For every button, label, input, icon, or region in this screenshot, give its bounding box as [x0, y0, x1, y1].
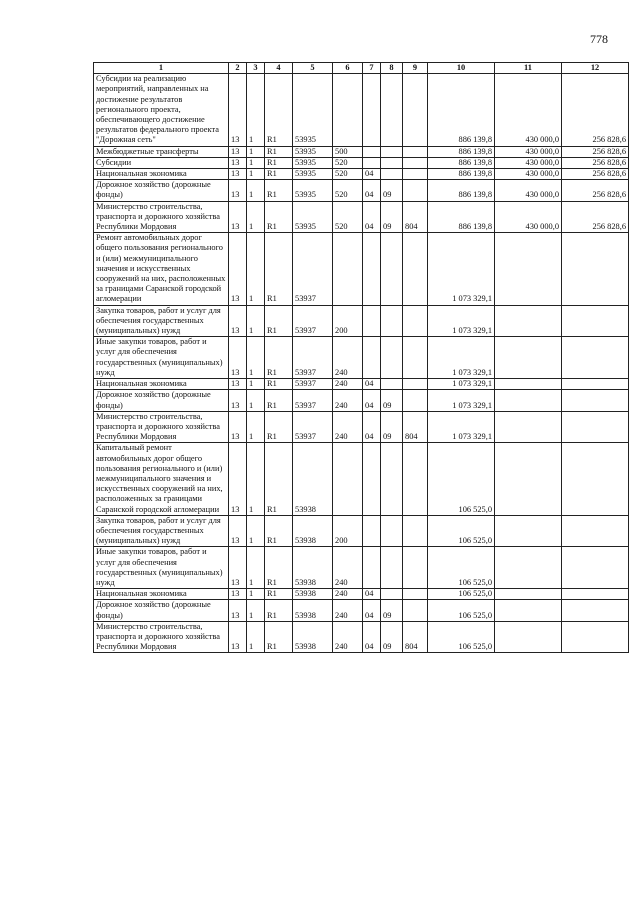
row-cell-col-4: R1 — [265, 305, 293, 337]
row-cell-col-3: 1 — [247, 390, 265, 411]
row-cell-col-4: R1 — [265, 621, 293, 653]
row-cell-col-6: 240 — [333, 379, 363, 390]
row-cell-col-11 — [495, 589, 562, 600]
row-cell-col-9 — [403, 379, 428, 390]
row-cell-col-6: 240 — [333, 547, 363, 589]
row-cell-col-9 — [403, 180, 428, 201]
row-cell-col-7: 04 — [363, 379, 381, 390]
row-cell-col-4: R1 — [265, 180, 293, 201]
row-cell-col-12 — [562, 547, 629, 589]
row-cell-col-10: 886 139,8 — [428, 169, 495, 180]
row-name-cell: Межбюджетные трансферты — [94, 146, 229, 157]
row-cell-col-11: 430 000,0 — [495, 169, 562, 180]
row-cell-col-12 — [562, 589, 629, 600]
row-cell-col-12 — [562, 305, 629, 337]
row-cell-col-12 — [562, 233, 629, 305]
table-row — [94, 379, 629, 390]
column-header-6: 6 — [333, 63, 363, 74]
row-cell-col-12 — [562, 390, 629, 411]
row-cell-col-10: 106 525,0 — [428, 589, 495, 600]
row-cell-col-11: 430 000,0 — [495, 146, 562, 157]
row-cell-col-2: 13 — [229, 233, 247, 305]
row-cell-col-9 — [403, 600, 428, 621]
row-cell-col-11: 430 000,0 — [495, 74, 562, 146]
row-cell-col-8 — [381, 233, 403, 305]
row-cell-col-9 — [403, 233, 428, 305]
row-cell-col-12 — [562, 411, 629, 443]
row-cell-col-5: 53937 — [293, 379, 333, 390]
row-cell-col-2: 13 — [229, 547, 247, 589]
row-cell-col-6: 240 — [333, 621, 363, 653]
row-name-cell: Иные закупки товаров, работ и услуг для обеспечения государственных (муниципальных) нужд — [94, 337, 229, 379]
row-cell-col-10: 886 139,8 — [428, 180, 495, 201]
row-cell-col-10: 886 139,8 — [428, 74, 495, 146]
column-header-8: 8 — [381, 63, 403, 74]
row-cell-col-5: 53937 — [293, 233, 333, 305]
row-cell-col-2: 13 — [229, 305, 247, 337]
row-cell-col-9 — [403, 390, 428, 411]
row-cell-col-3: 1 — [247, 233, 265, 305]
row-cell-col-10: 1 073 329,1 — [428, 305, 495, 337]
row-cell-col-3: 1 — [247, 515, 265, 547]
row-name-cell: Министерство строительства, транспорта и дорожного хозяйства Республики Мордовия — [94, 411, 229, 443]
row-cell-col-4: R1 — [265, 443, 293, 515]
row-cell-col-8: 09 — [381, 600, 403, 621]
row-cell-col-4: R1 — [265, 515, 293, 547]
row-cell-col-2: 13 — [229, 74, 247, 146]
table-row — [94, 589, 629, 600]
row-cell-col-5: 53937 — [293, 390, 333, 411]
row-cell-col-9 — [403, 515, 428, 547]
row-cell-col-2: 13 — [229, 379, 247, 390]
row-name-cell: Национальная экономика — [94, 589, 229, 600]
row-cell-col-7 — [363, 515, 381, 547]
row-cell-col-3: 1 — [247, 547, 265, 589]
row-cell-col-5: 53935 — [293, 201, 333, 233]
row-cell-col-7 — [363, 337, 381, 379]
row-cell-col-4: R1 — [265, 589, 293, 600]
row-cell-col-3: 1 — [247, 411, 265, 443]
row-cell-col-12: 256 828,6 — [562, 157, 629, 168]
row-cell-col-8 — [381, 379, 403, 390]
row-cell-col-5: 53935 — [293, 180, 333, 201]
row-cell-col-5: 53937 — [293, 411, 333, 443]
row-cell-col-5: 53935 — [293, 146, 333, 157]
row-cell-col-3: 1 — [247, 201, 265, 233]
row-cell-col-6: 200 — [333, 515, 363, 547]
row-cell-col-11 — [495, 515, 562, 547]
row-cell-col-2: 13 — [229, 337, 247, 379]
row-name-cell: Национальная экономика — [94, 169, 229, 180]
row-cell-col-10: 1 073 329,1 — [428, 379, 495, 390]
row-name-cell: Дорожное хозяйство (дорожные фонды) — [94, 600, 229, 621]
row-cell-col-3: 1 — [247, 443, 265, 515]
row-cell-col-10: 1 073 329,1 — [428, 337, 495, 379]
row-cell-col-12 — [562, 443, 629, 515]
row-cell-col-4: R1 — [265, 547, 293, 589]
row-cell-col-5: 53938 — [293, 621, 333, 653]
row-cell-col-6 — [333, 233, 363, 305]
table-row — [94, 411, 629, 443]
row-cell-col-12: 256 828,6 — [562, 169, 629, 180]
row-cell-col-2: 13 — [229, 169, 247, 180]
row-cell-col-5: 53938 — [293, 600, 333, 621]
row-cell-col-6: 240 — [333, 589, 363, 600]
page-number: 778 — [590, 32, 608, 46]
row-cell-col-7 — [363, 443, 381, 515]
row-cell-col-7 — [363, 547, 381, 589]
row-cell-col-2: 13 — [229, 411, 247, 443]
row-cell-col-10: 1 073 329,1 — [428, 411, 495, 443]
row-cell-col-10: 1 073 329,1 — [428, 233, 495, 305]
row-cell-col-3: 1 — [247, 169, 265, 180]
row-cell-col-5: 53938 — [293, 515, 333, 547]
row-cell-col-4: R1 — [265, 233, 293, 305]
row-cell-col-9 — [403, 547, 428, 589]
row-cell-col-8: 09 — [381, 180, 403, 201]
row-cell-col-11 — [495, 411, 562, 443]
row-cell-col-6 — [333, 443, 363, 515]
table-row — [94, 180, 629, 201]
row-cell-col-12 — [562, 337, 629, 379]
row-cell-col-8 — [381, 157, 403, 168]
row-cell-col-6: 240 — [333, 390, 363, 411]
row-cell-col-7 — [363, 157, 381, 168]
row-cell-col-5: 53937 — [293, 337, 333, 379]
row-cell-col-11 — [495, 390, 562, 411]
table-row — [94, 600, 629, 621]
row-cell-col-9: 804 — [403, 411, 428, 443]
row-cell-col-3: 1 — [247, 621, 265, 653]
row-cell-col-4: R1 — [265, 169, 293, 180]
row-cell-col-2: 13 — [229, 201, 247, 233]
column-header-12: 12 — [562, 63, 629, 74]
row-cell-col-5: 53935 — [293, 74, 333, 146]
row-cell-col-6: 240 — [333, 411, 363, 443]
row-cell-col-9 — [403, 305, 428, 337]
table-body — [94, 74, 629, 653]
row-cell-col-4: R1 — [265, 146, 293, 157]
row-cell-col-12 — [562, 600, 629, 621]
row-cell-col-7 — [363, 233, 381, 305]
row-name-cell: Ремонт автомобильных дорог общего пользования регионального и (или) межмуниципального значения и искусственных сооружений на них, расположенных за границами Саранской городской агломерации — [94, 233, 229, 305]
row-cell-col-6: 240 — [333, 337, 363, 379]
row-cell-col-12 — [562, 515, 629, 547]
row-cell-col-9 — [403, 589, 428, 600]
table-row — [94, 515, 629, 547]
row-cell-col-3: 1 — [247, 379, 265, 390]
row-name-cell: Министерство строительства, транспорта и дорожного хозяйства Республики Мордовия — [94, 201, 229, 233]
row-cell-col-7 — [363, 305, 381, 337]
column-header-10: 10 — [428, 63, 495, 74]
row-cell-col-9 — [403, 157, 428, 168]
row-cell-col-6: 200 — [333, 305, 363, 337]
row-cell-col-4: R1 — [265, 74, 293, 146]
table-row — [94, 74, 629, 146]
row-name-cell: Министерство строительства, транспорта и дорожного хозяйства Республики Мордовия — [94, 621, 229, 653]
row-cell-col-9 — [403, 146, 428, 157]
row-cell-col-3: 1 — [247, 180, 265, 201]
row-cell-col-2: 13 — [229, 589, 247, 600]
row-cell-col-4: R1 — [265, 411, 293, 443]
table-row — [94, 233, 629, 305]
row-cell-col-3: 1 — [247, 146, 265, 157]
row-cell-col-11 — [495, 379, 562, 390]
row-cell-col-11 — [495, 621, 562, 653]
row-cell-col-7: 04 — [363, 621, 381, 653]
column-header-1: 1 — [94, 63, 229, 74]
row-name-cell: Дорожное хозяйство (дорожные фонды) — [94, 390, 229, 411]
row-cell-col-11 — [495, 337, 562, 379]
column-header-5: 5 — [293, 63, 333, 74]
row-cell-col-12 — [562, 621, 629, 653]
row-cell-col-11: 430 000,0 — [495, 157, 562, 168]
row-cell-col-3: 1 — [247, 305, 265, 337]
row-cell-col-11 — [495, 547, 562, 589]
row-cell-col-8: 09 — [381, 390, 403, 411]
row-cell-col-5: 53935 — [293, 169, 333, 180]
table-row — [94, 201, 629, 233]
table-row — [94, 157, 629, 168]
row-cell-col-10: 106 525,0 — [428, 515, 495, 547]
row-cell-col-10: 106 525,0 — [428, 621, 495, 653]
row-cell-col-9: 804 — [403, 201, 428, 233]
table-row — [94, 337, 629, 379]
row-cell-col-11 — [495, 600, 562, 621]
row-cell-col-4: R1 — [265, 337, 293, 379]
row-cell-col-12: 256 828,6 — [562, 180, 629, 201]
row-cell-col-7: 04 — [363, 169, 381, 180]
row-cell-col-5: 53935 — [293, 157, 333, 168]
row-cell-col-3: 1 — [247, 74, 265, 146]
row-cell-col-7: 04 — [363, 411, 381, 443]
row-cell-col-8 — [381, 169, 403, 180]
row-cell-col-11 — [495, 443, 562, 515]
row-cell-col-7 — [363, 146, 381, 157]
row-cell-col-11 — [495, 233, 562, 305]
row-cell-col-2: 13 — [229, 390, 247, 411]
column-header-2: 2 — [229, 63, 247, 74]
column-header-7: 7 — [363, 63, 381, 74]
row-cell-col-12: 256 828,6 — [562, 146, 629, 157]
row-cell-col-8: 09 — [381, 411, 403, 443]
row-name-cell: Дорожное хозяйство (дорожные фонды) — [94, 180, 229, 201]
row-cell-col-8 — [381, 337, 403, 379]
row-name-cell: Субсидии на реализацию мероприятий, направленных на достижение результатов регионального проекта, обеспечивающего достижение результатов федерального проекта "Дорожная сеть" — [94, 74, 229, 146]
table-row — [94, 443, 629, 515]
row-cell-col-6: 520 — [333, 180, 363, 201]
row-cell-col-8 — [381, 443, 403, 515]
row-cell-col-8: 09 — [381, 621, 403, 653]
row-name-cell: Субсидии — [94, 157, 229, 168]
table-row — [94, 169, 629, 180]
row-cell-col-12: 256 828,6 — [562, 74, 629, 146]
row-cell-col-11 — [495, 305, 562, 337]
row-cell-col-11: 430 000,0 — [495, 180, 562, 201]
row-cell-col-8 — [381, 305, 403, 337]
row-cell-col-11: 430 000,0 — [495, 201, 562, 233]
column-header-9: 9 — [403, 63, 428, 74]
table-row — [94, 621, 629, 653]
row-name-cell: Капитальный ремонт автомобильных дорог общего пользования регионального и (или) межмуниципального значения и искусственных сооружений на них, расположенных за границами Саранской городской агломерации — [94, 443, 229, 515]
table-row — [94, 547, 629, 589]
row-cell-col-7 — [363, 74, 381, 146]
column-header-3: 3 — [247, 63, 265, 74]
column-header-4: 4 — [265, 63, 293, 74]
table-row — [94, 146, 629, 157]
row-name-cell: Закупка товаров, работ и услуг для обеспечения государственных (муниципальных) нужд — [94, 305, 229, 337]
row-cell-col-8: 09 — [381, 201, 403, 233]
row-name-cell: Закупка товаров, работ и услуг для обеспечения государственных (муниципальных) нужд — [94, 515, 229, 547]
row-cell-col-5: 53938 — [293, 589, 333, 600]
row-cell-col-12: 256 828,6 — [562, 201, 629, 233]
row-cell-col-9 — [403, 74, 428, 146]
row-cell-col-9 — [403, 443, 428, 515]
row-cell-col-10: 106 525,0 — [428, 600, 495, 621]
row-cell-col-2: 13 — [229, 515, 247, 547]
header-row — [94, 63, 629, 74]
row-cell-col-10: 886 139,8 — [428, 201, 495, 233]
row-cell-col-2: 13 — [229, 600, 247, 621]
row-cell-col-6: 500 — [333, 146, 363, 157]
row-cell-col-7: 04 — [363, 600, 381, 621]
row-cell-col-4: R1 — [265, 379, 293, 390]
row-cell-col-6 — [333, 74, 363, 146]
row-cell-col-8 — [381, 589, 403, 600]
row-cell-col-2: 13 — [229, 146, 247, 157]
row-name-cell: Иные закупки товаров, работ и услуг для обеспечения государственных (муниципальных) нужд — [94, 547, 229, 589]
row-cell-col-10: 106 525,0 — [428, 443, 495, 515]
row-cell-col-8 — [381, 74, 403, 146]
row-cell-col-3: 1 — [247, 337, 265, 379]
row-cell-col-4: R1 — [265, 201, 293, 233]
row-cell-col-6: 520 — [333, 157, 363, 168]
row-cell-col-4: R1 — [265, 390, 293, 411]
row-cell-col-7: 04 — [363, 180, 381, 201]
row-cell-col-6: 520 — [333, 201, 363, 233]
row-cell-col-8 — [381, 515, 403, 547]
budget-table — [93, 62, 629, 653]
row-cell-col-4: R1 — [265, 157, 293, 168]
row-cell-col-7: 04 — [363, 589, 381, 600]
row-cell-col-10: 886 139,8 — [428, 157, 495, 168]
row-cell-col-10: 106 525,0 — [428, 547, 495, 589]
row-cell-col-5: 53937 — [293, 305, 333, 337]
row-cell-col-2: 13 — [229, 180, 247, 201]
row-cell-col-7: 04 — [363, 390, 381, 411]
row-cell-col-5: 53938 — [293, 547, 333, 589]
row-cell-col-2: 13 — [229, 443, 247, 515]
row-name-cell: Национальная экономика — [94, 379, 229, 390]
row-cell-col-10: 1 073 329,1 — [428, 390, 495, 411]
row-cell-col-5: 53938 — [293, 443, 333, 515]
row-cell-col-2: 13 — [229, 157, 247, 168]
table-row — [94, 390, 629, 411]
table-row — [94, 305, 629, 337]
row-cell-col-8 — [381, 547, 403, 589]
row-cell-col-6: 520 — [333, 169, 363, 180]
row-cell-col-9: 804 — [403, 621, 428, 653]
column-header-11: 11 — [495, 63, 562, 74]
row-cell-col-10: 886 139,8 — [428, 146, 495, 157]
row-cell-col-9 — [403, 169, 428, 180]
row-cell-col-7: 04 — [363, 201, 381, 233]
row-cell-col-3: 1 — [247, 157, 265, 168]
row-cell-col-12 — [562, 379, 629, 390]
row-cell-col-9 — [403, 337, 428, 379]
row-cell-col-3: 1 — [247, 589, 265, 600]
row-cell-col-2: 13 — [229, 621, 247, 653]
row-cell-col-6: 240 — [333, 600, 363, 621]
row-cell-col-3: 1 — [247, 600, 265, 621]
row-cell-col-8 — [381, 146, 403, 157]
row-cell-col-4: R1 — [265, 600, 293, 621]
